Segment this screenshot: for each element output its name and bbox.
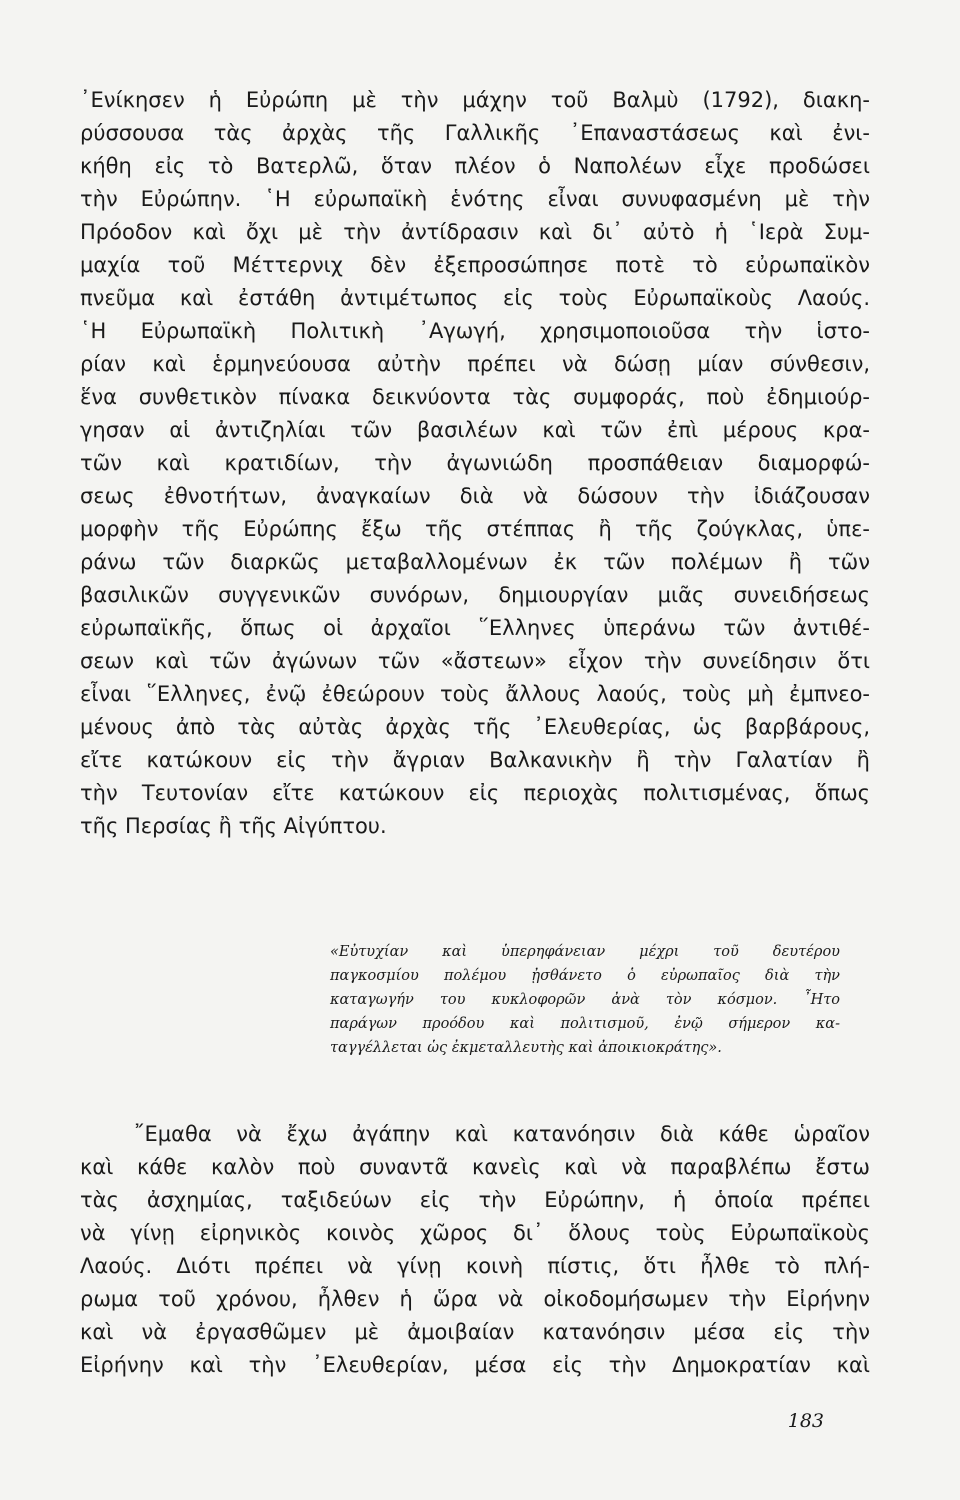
- quote-line: καταγωγήν του κυκλοφορῶν ἀνὰ τὸν κόσμον. ῏Ητο: [330, 992, 840, 1008]
- text-line: ρίαν καὶ ἑρμηνεύουσα αὐτὴν πρέπει νὰ δώσῃ μίαν σύνθεσιν,: [80, 352, 870, 376]
- text-line: μαχία τοῦ Μέττερνιχ δὲν ἐξεπροσώπησε ποτὲ τὸ εὐρωπαϊκὸν: [80, 253, 870, 277]
- text-line: Εἰρήνην καὶ τὴν ᾿Ελευθερίαν, μέσα εἰς τὴν Δημοκρατίαν καὶ: [80, 1353, 870, 1377]
- text-line: τῆς Περσίας ἢ τῆς Αἰγύπτου.: [80, 814, 387, 838]
- text-line: εὐρωπαϊκῆς, ὅπως οἱ ἀρχαῖοι ῞Ελληνες ὑπεράνω τῶν ἀντιθέ-: [80, 616, 870, 640]
- text-line: πνεῦμα καὶ ἐστάθη ἀντιμέτωπος εἰς τοὺς Εὐρωπαϊκοὺς Λαούς.: [80, 286, 870, 310]
- text-line: μορφὴν τῆς Εὐρώπης ἔξω τῆς στέππας ἢ τῆς ζούγκλας, ὑπε-: [80, 517, 870, 541]
- main-paragraph: [80, 84, 870, 843]
- text-line: εἴτε κατώκουν εἰς τὴν ἄγριαν Βαλκανικὴν ἢ τὴν Γαλατίαν ἢ: [80, 748, 870, 772]
- page-number: 183: [787, 1410, 824, 1432]
- closing-paragraph: [80, 1118, 870, 1382]
- text-line: σεων καὶ τῶν ἀγώνων τῶν «ἄστεων» εἶχον τὴν συνείδησιν ὅτι: [80, 649, 870, 673]
- quote-line: παράγων προόδου καὶ πολιτισμοῦ, ἐνῷ σήμερον κα-: [330, 1016, 840, 1032]
- text-line: κήθη εἰς τὸ Βατερλῶ, ὅταν πλέον ὁ Ναπολέων εἶχε προδώσει: [80, 154, 870, 178]
- text-line: βασιλικῶν συγγενικῶν συνόρων, δημιουργίαν μιᾶς συνειδήσεως: [80, 583, 870, 607]
- text-line: τῶν καὶ κρατιδίων, τὴν ἀγωνιώδη προσπάθειαν διαμορφώ-: [80, 451, 870, 475]
- text-line: ᾿Ενίκησεν ἡ Εὐρώπη μὲ τὴν μάχην τοῦ Βαλμὺ (1792), διακη-: [80, 88, 870, 112]
- text-line: νὰ γίνῃ εἰρηνικὸς κοινὸς χῶρος δι᾿ ὅλους τοὺς Εὐρωπαϊκοὺς: [80, 1221, 870, 1245]
- text-line: ἕνα συνθετικὸν πίνακα δεικνύοντα τὰς συμφοράς, ποὺ ἐδημιούρ-: [80, 385, 870, 409]
- quote-line: ταγγέλλεται ὡς ἐκμεταλλευτὴς καὶ ἀποικιοκράτης».: [330, 1040, 722, 1056]
- block-quote: [330, 940, 840, 1060]
- text-line: Πρόοδον καὶ ὄχι μὲ τὴν ἀντίδρασιν καὶ δι᾿ αὐτὸ ἡ ῾Ιερὰ Συμ-: [80, 220, 870, 244]
- text-line: καὶ κάθε καλὸν ποὺ συναντᾶ κανεὶς καὶ νὰ παραβλέπω ἔστω: [80, 1155, 870, 1179]
- text-line: τὴν Εὐρώπην. ῾Η εὐρωπαϊκὴ ἑνότης εἶναι συνυφασμένη μὲ τὴν: [80, 187, 870, 211]
- quote-line: «Εὐτυχίαν καὶ ὑπερηφάνειαν μέχρι τοῦ δευτέρου: [330, 944, 840, 960]
- text-line: ρωμα τοῦ χρόνου, ἦλθεν ἡ ὥρα νὰ οἰκοδομήσωμεν τὴν Εἰρήνην: [80, 1287, 870, 1311]
- text-line: Λαούς. Διότι πρέπει νὰ γίνῃ κοινὴ πίστις, ὅτι ἦλθε τὸ πλή-: [80, 1254, 870, 1278]
- text-line: ράνω τῶν διαρκῶς μεταβαλλομένων ἐκ τῶν πολέμων ἢ τῶν: [80, 550, 870, 574]
- text-line: γησαν αἱ ἀντιζηλίαι τῶν βασιλέων καὶ τῶν ἐπὶ μέρους κρα-: [80, 418, 870, 442]
- text-line: σεως ἐθνοτήτων, ἀναγκαίων διὰ νὰ δώσουν τὴν ἰδιάζουσαν: [80, 484, 870, 508]
- text-line: εἶναι ῞Ελληνες, ἐνῷ ἐθεώρουν τοὺς ἄλλους λαούς, τοὺς μὴ ἐμπνεο-: [80, 682, 870, 706]
- text-line: ρύσσουσα τὰς ἀρχὰς τῆς Γαλλικῆς ᾿Επαναστάσεως καὶ ἐνι-: [80, 121, 870, 145]
- text-line: ῎Εμαθα νὰ ἔχω ἀγάπην καὶ κατανόησιν διὰ κάθε ὡραῖον: [134, 1122, 870, 1146]
- text-line: μένους ἀπὸ τὰς αὐτὰς ἀρχὰς τῆς ᾿Ελευθερίας, ὡς βαρβάρους,: [80, 715, 870, 739]
- text-line: καὶ νὰ ἐργασθῶμεν μὲ ἀμοιβαίαν κατανόησιν μέσα εἰς τὴν: [80, 1320, 870, 1344]
- quote-line: παγκοσμίου πολέμου ᾐσθάνετο ὁ εὐρωπαῖος διὰ τὴν: [330, 968, 840, 984]
- text-line: ῾Η Εὐρωπαϊκὴ Πολιτικὴ ᾿Αγωγή, χρησιμοποιοῦσα τὴν ἱστο-: [80, 319, 870, 343]
- text-line: τὰς ἀσχημίας, ταξιδεύων εἰς τὴν Εὐρώπην, ἡ ὁποία πρέπει: [80, 1188, 870, 1212]
- text-line: τὴν Τευτονίαν εἴτε κατώκουν εἰς περιοχὰς πολιτισμένας, ὅπως: [80, 781, 870, 805]
